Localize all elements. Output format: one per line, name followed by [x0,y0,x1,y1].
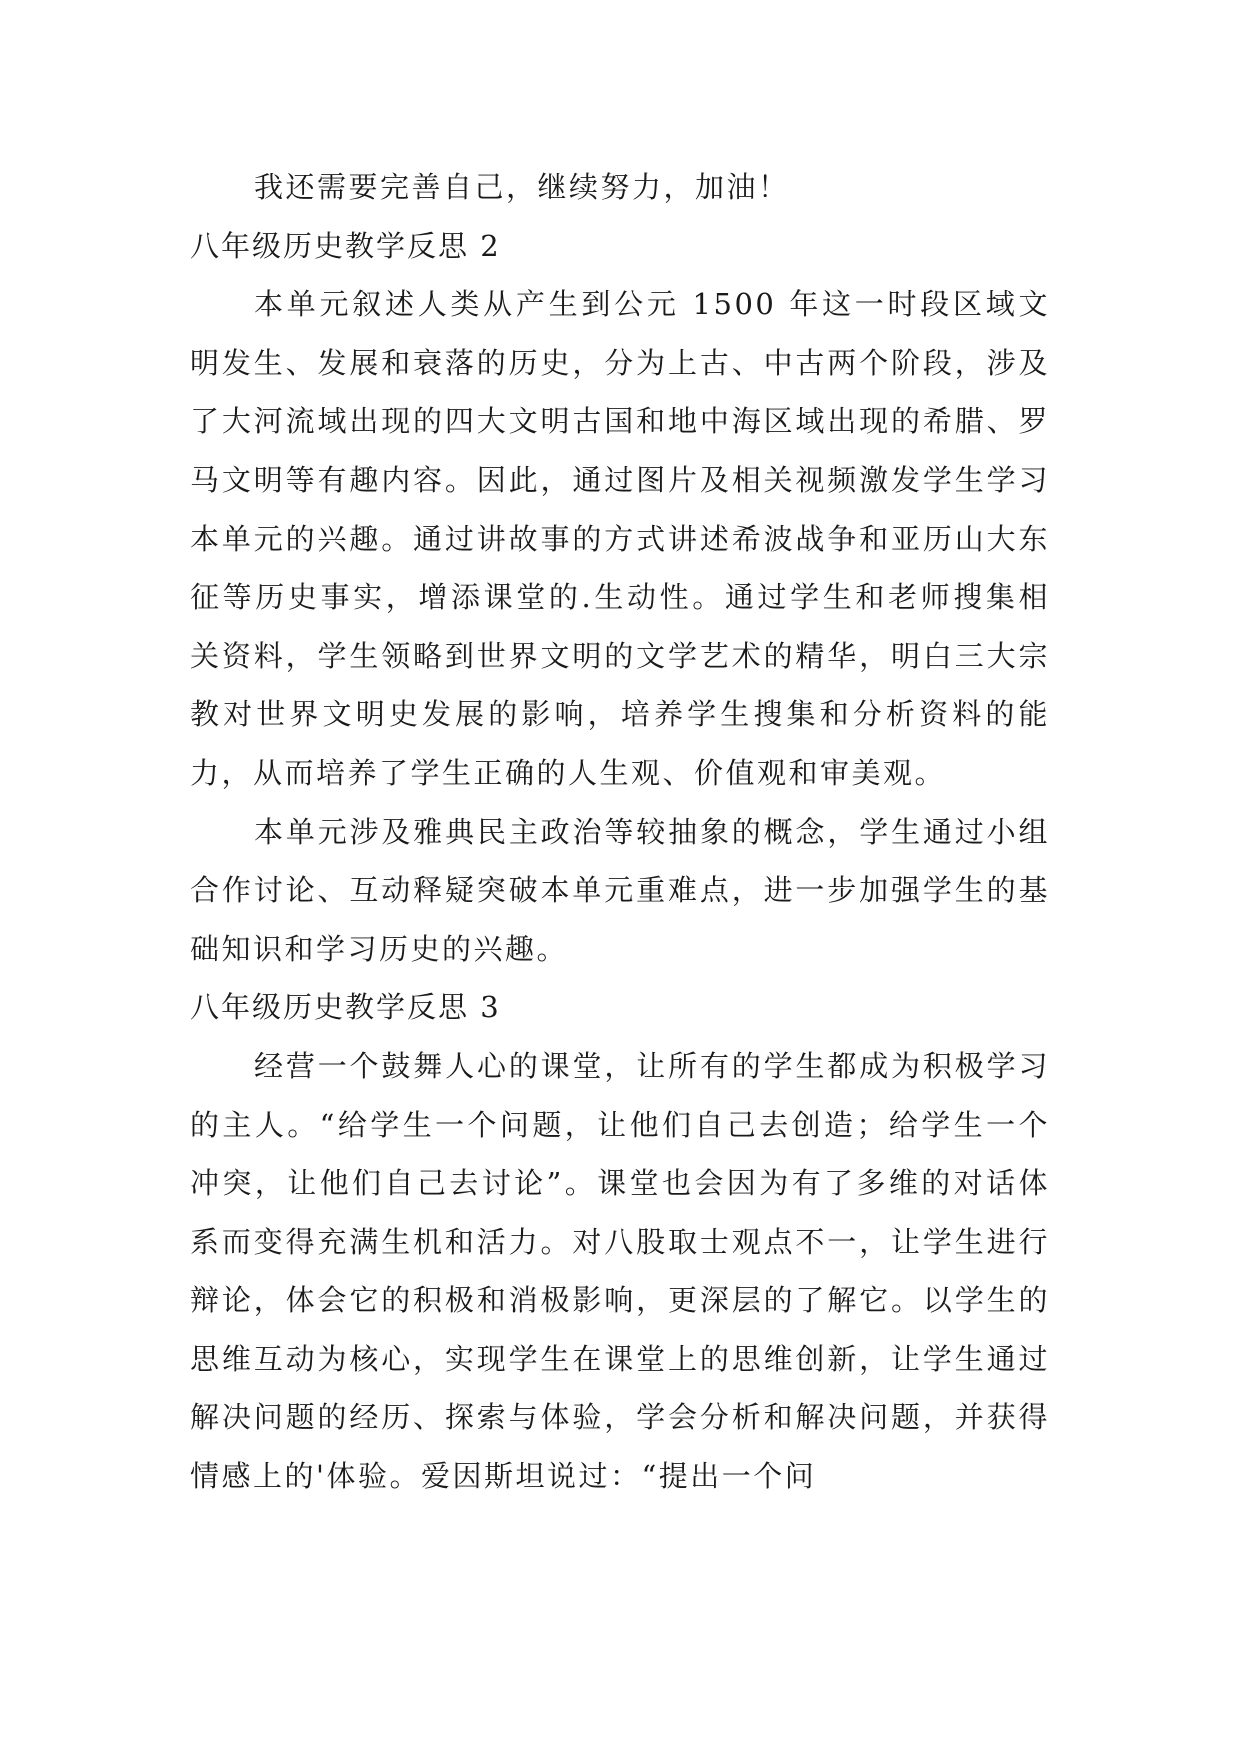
closing-paragraph: 我还需要完善自己，继续努力，加油！ [254,170,790,204]
body-paragraph: 本单元叙述人类从产生到公元 1500 年这一时段区域文明发生、发展和衰落的历史，分为上古、中古两个阶段，涉及了大河流域出现的四大文明古国和地中海区域出现的希腊、罗马文明等有趣内容。因此，通过图片及相关视频激发学生学习本单元的兴趣。通过讲故事的方式讲述希波战争和亚历山大东征等历史事实，增添课堂的.生动性。通过学生和老师搜集相关资料，学生领略到世界文明的文学艺术的精华，明白三大宗教对世界文明史发展的影响，培养学生搜集和分析资料的能力，从而培养了学生正确的人生观、价值观和审美观。 [190,287,1050,790]
section-heading-3: 八年级历史教学反思 3 [190,990,501,1025]
document-body [190,158,1050,1506]
section-heading-2: 八年级历史教学反思 2 [190,228,501,263]
body-paragraph: 经营一个鼓舞人心的课堂，让所有的学生都成为积极学习的主人。“给学生一个问题，让他们自己去创造；给学生一个冲突，让他们自己去讨论”。课堂也会因为有了多维的对话体系而变得充满生机和活力。对八股取士观点不一，让学生进行辩论，体会它的积极和消极影响，更深层的了解它。以学生的思维互动为核心，实现学生在课堂上的思维创新，让学生通过解决问题的经历、探索与体验，学会分析和解决问题，并获得情感上的'体验。爱因斯坦说过：“提出一个问 [190,1048,1050,1494]
body-paragraph: 本单元涉及雅典民主政治等较抽象的概念，学生通过小组合作讨论、互动释疑突破本单元重难点，进一步加强学生的基础知识和学习历史的兴趣。 [190,814,1050,966]
